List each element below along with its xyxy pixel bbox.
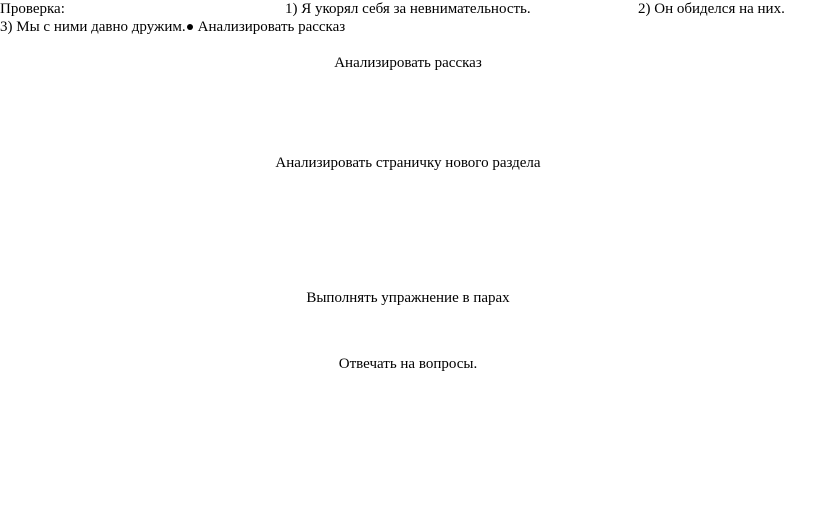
task-line-1: Анализировать рассказ xyxy=(334,55,482,71)
task-line-4: Отвечать на вопросы. xyxy=(338,356,478,372)
bullet-icon xyxy=(187,24,193,30)
task-line-3: Выполнять упражнение в парах xyxy=(306,290,510,306)
sentence-3: 3) Мы с ними давно дружим. xyxy=(0,19,186,35)
bullet-text: Анализировать рассказ xyxy=(197,19,346,35)
check-label: Проверка: xyxy=(0,1,65,17)
second-line xyxy=(0,18,345,36)
task-line-2: Анализировать страничку нового раздела xyxy=(275,155,541,171)
sentence-1: 1) Я укорял себя за невнимательность. xyxy=(285,1,531,17)
sentence-2: 2) Он обиделся на них. xyxy=(638,1,785,17)
